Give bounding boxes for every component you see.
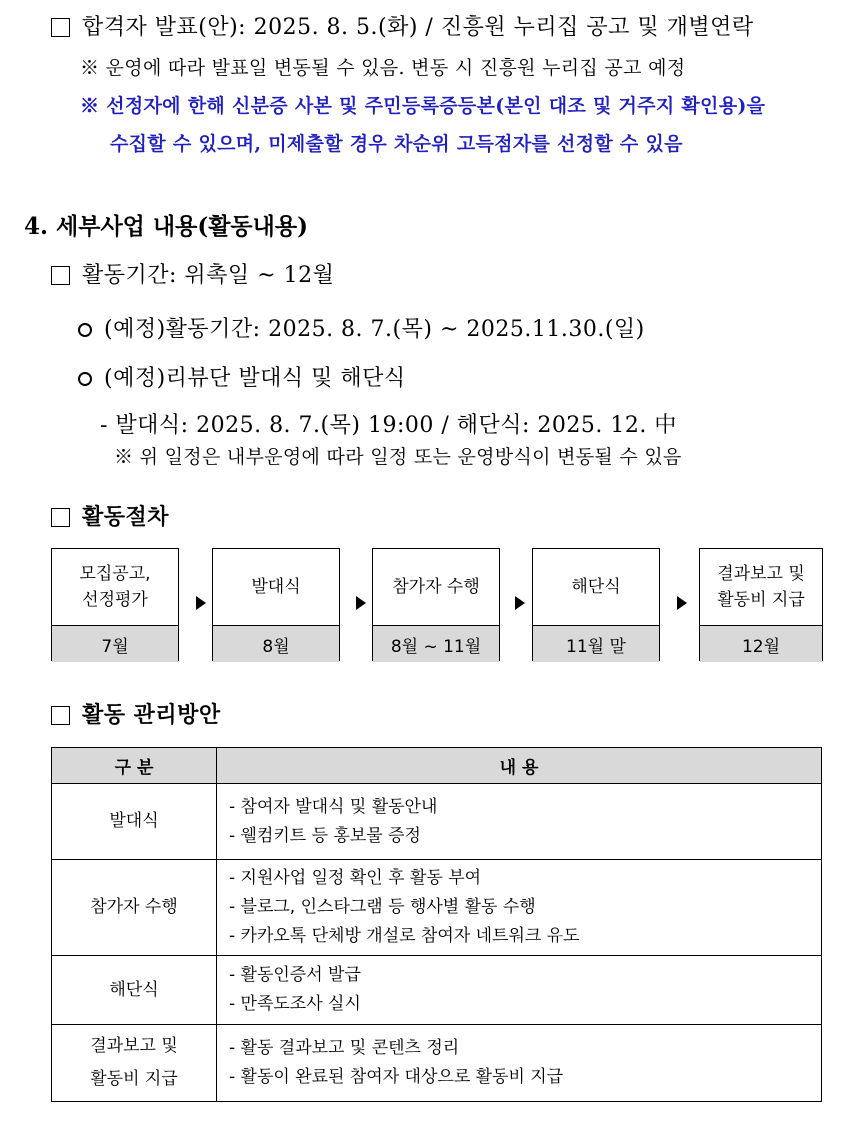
step-month: 7월	[52, 625, 178, 662]
section-title: 4. 세부사업 내용(활동내용)	[24, 213, 308, 240]
checkbox-square-icon	[51, 706, 70, 725]
content-item: - 활동이 완료된 참여자 대상으로 활동비 지급	[229, 1067, 564, 1087]
bullet-ceremony: (예정)리뷰단 발대식 및 해단식	[78, 361, 406, 392]
content-item: - 지원사업 일정 확인 후 활동 부여	[229, 868, 482, 888]
step-label: 발대식	[251, 577, 301, 597]
content-item: - 만족도조사 실시	[229, 994, 361, 1014]
procedure-heading: 활동절차	[51, 500, 169, 531]
highlight-note-line2: 수집할 수 있으며, 미제출할 경우 차순위 고득점자를 선정할 수 있음	[110, 133, 683, 155]
content-cell	[217, 860, 822, 956]
announcement-note: ※ 운영에 따라 발표일 변동될 수 있음. 변동 시 진흥원 누리집 공고 예정	[80, 57, 686, 79]
procedure-step	[51, 548, 179, 661]
content-item: - 웰컴키트 등 홍보물 증정	[229, 825, 421, 846]
header-content: 내 용	[217, 748, 822, 784]
content-item: - 활동인증서 발급	[229, 965, 361, 985]
arrow-right-icon	[677, 596, 687, 610]
category-cell: 참가자 수행	[52, 860, 217, 956]
checkbox-square-icon	[51, 508, 70, 527]
category-cell: 발대식	[52, 784, 217, 860]
step-month: 8월	[213, 625, 339, 662]
schedule-change-note: ※ 위 일정은 내부운영에 따라 일정 또는 운영방식이 변동될 수 있음	[114, 446, 682, 468]
ceremony-dates: - 발대식: 2025. 8. 7.(목) 19:00 / 해단식: 2025. 12. 中	[100, 413, 677, 438]
content-item: - 블로그, 인스타그램 등 행사별 활동 수행	[229, 897, 536, 917]
table-row	[52, 860, 822, 956]
content-cell	[217, 956, 822, 1025]
management-table	[51, 747, 822, 1102]
checkbox-square-icon	[51, 266, 70, 285]
content-cell	[217, 784, 822, 860]
content-cell	[217, 1025, 822, 1102]
content-item: - 활동 결과보고 및 콘텐츠 정리	[229, 1038, 460, 1058]
announcement-heading: 합격자 발표(안): 2025. 8. 5.(화) / 진흥원 누리집 공고 및 개별연락	[51, 10, 754, 41]
content-item: - 카카오톡 단체방 개설로 참여자 네트워크 유도	[229, 926, 580, 946]
table-row	[52, 1025, 822, 1102]
step-label: 참가자 수행	[392, 577, 480, 597]
category-cell: 해단식	[52, 956, 217, 1025]
arrow-right-icon	[196, 596, 206, 610]
content-item: - 참여자 발대식 및 활동안내	[229, 796, 438, 817]
circle-bullet-icon	[78, 323, 92, 337]
step-label: 결과보고 및 활동비 지급	[717, 564, 805, 610]
table-row	[52, 784, 822, 860]
procedure-step	[532, 548, 660, 661]
category-cell: 결과보고 및 활동비 지급	[52, 1025, 217, 1102]
step-label: 모집공고, 선정평가	[79, 564, 151, 610]
table-row	[52, 956, 822, 1025]
arrow-right-icon	[356, 596, 366, 610]
management-heading: 활동 관리방안	[51, 698, 221, 729]
procedure-step	[372, 548, 500, 661]
highlight-note-line1: ※ 선정자에 한해 신분증 사본 및 주민등록증등본(본인 대조 및 거주지 확인용)을	[80, 95, 766, 117]
checkbox-square-icon	[51, 18, 70, 37]
step-month: 8월 ~ 11월	[373, 625, 499, 662]
header-category: 구 분	[52, 748, 217, 784]
activity-period-heading: 활동기간: 위촉일 ~ 12월	[51, 258, 334, 289]
table-header-row	[52, 748, 822, 784]
procedure-step	[212, 548, 340, 661]
step-label: 해단식	[571, 577, 621, 597]
bullet-activity-period: (예정)활동기간: 2025. 8. 7.(목) ~ 2025.11.30.(일)	[78, 312, 645, 343]
arrow-right-icon	[515, 596, 525, 610]
procedure-step	[699, 548, 823, 661]
circle-bullet-icon	[78, 372, 92, 386]
step-month: 12월	[700, 625, 822, 662]
step-month: 11월 말	[533, 625, 659, 662]
